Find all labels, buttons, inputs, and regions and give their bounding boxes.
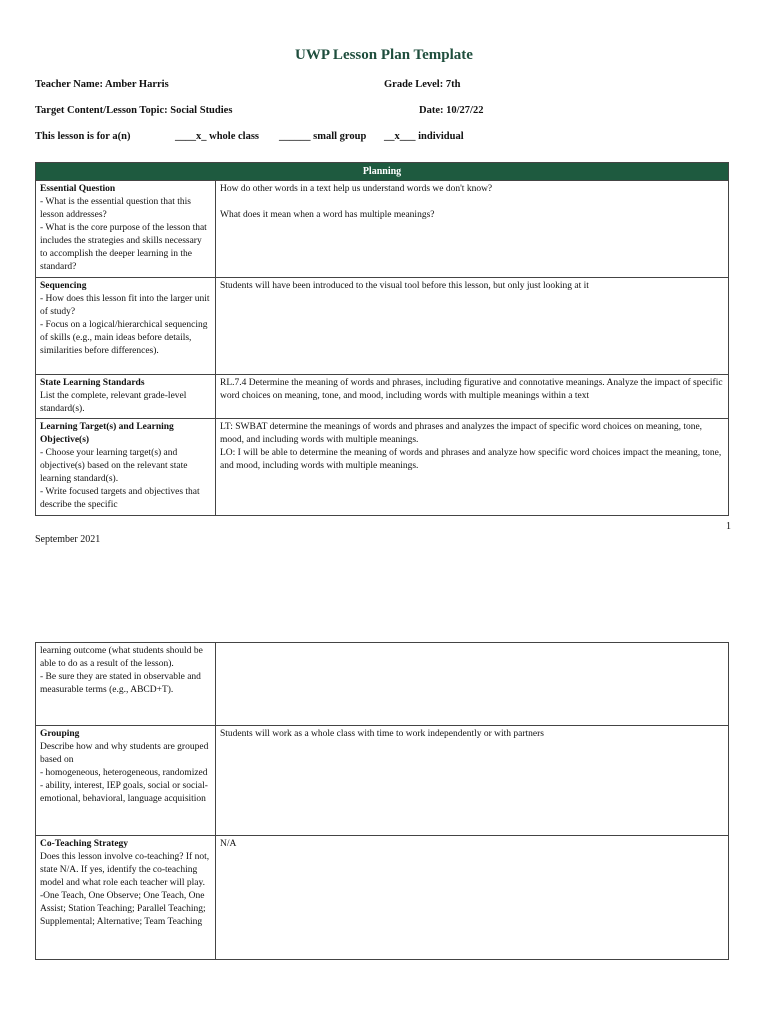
lesson-audience [35,131,131,142]
row-description: Does this lesson involve co-teaching? If not, state N/A. If yes, identify the co-teaching model and what role each teacher will play. -One Teach, One Observe; One Teach, One Assist; Station Teaching; Parallel Teaching; Supplemental; Alternative; Team Teaching [40,852,210,927]
row-response: LT: SWBAT determine the meanings of words and phrases and analyzes the impact of specific word choices on meaning, tone, mood, and including words with multiple meanings. LO: I will be able to determine the meaning of words and phrases and analyze how specific word choices impact the meaning, tone, and mood, including words with multiple meanings. [216,419,729,516]
row-response: How do other words in a text help us understand words we don't know? What does it mean when a word has multiple meanings? [216,181,729,278]
row-description: - What is the essential question that this lesson addresses? - What is the core purpose of the lesson that includes the strategies and skills necessary to accomplish the deeper learning in the standard? [40,197,207,272]
option-whole-class: ____x_ whole class [175,131,259,142]
grade-value: 7th [445,79,461,90]
table-row [36,836,729,960]
row-description: learning outcome (what students should be able to do as a result of the lesson). - Be sure they are stated in observable and measurable terms (e.g., ABCD+T). [40,646,203,695]
grade-label: Grade Level: [384,79,444,90]
row-title: Learning Target(s) and Learning Objective(s) [40,422,174,445]
row-response [216,643,729,726]
row-description: List the complete, relevant grade-level standard(s). [40,391,187,414]
lesson-topic [35,105,232,116]
row-label-cell [36,419,216,516]
row-description: Describe how and why students are grouped based on - homogeneous, heterogeneous, randomized - ability, interest, IEP goals, social or social-emotional, behavioral, language acquisition [40,742,209,804]
planning-table-page1 [35,162,729,516]
lesson-date [419,105,483,116]
row-response: N/A [216,836,729,960]
row-title: Essential Question [40,184,116,194]
table-row [36,181,729,278]
document-title: UWP Lesson Plan Template [295,47,473,63]
row-response: Students will work as a whole class with time to work independently or with partners [216,726,729,836]
row-label-cell [36,375,216,419]
row-title: Grouping [40,729,80,739]
row-label-cell [36,726,216,836]
option-individual: __x___ individual [384,131,464,142]
topic-value: Social Studies [170,105,233,116]
footer-date: September 2021 [35,534,101,545]
row-title: Sequencing [40,281,87,291]
grade-level [384,79,460,90]
option-small-group: ______ small group [279,131,367,142]
row-response: Students will have been introduced to the visual tool before this lesson, but only just looking at it [216,278,729,375]
row-response: RL.7.4 Determine the meaning of words and phrases, including figurative and connotative meanings. Analyze the impact of specific word choices on meaning, tone, and mood, including words with multiple meanings within a text [216,375,729,419]
planning-table-page2 [35,642,729,960]
date-label: Date: [419,105,444,116]
table-row [36,643,729,726]
topic-label: Target Content/Lesson Topic: [35,105,168,116]
row-label-cell [36,278,216,375]
row-label-cell [36,643,216,726]
row-description: - Choose your learning target(s) and objective(s) based on the relevant state learning standard(s). - Write focused targets and objectives that describe the specific [40,448,200,510]
date-value: 10/27/22 [446,105,484,116]
table-row [36,419,729,516]
planning-banner: Planning [36,163,729,181]
row-label-cell [36,836,216,960]
table-row [36,278,729,375]
table-row [36,375,729,419]
table-row [36,726,729,836]
row-title: State Learning Standards [40,378,145,388]
lesson-for-label: This lesson is for a(n) [35,131,131,142]
row-label-cell [36,181,216,278]
row-description: - How does this lesson fit into the larger unit of study? - Focus on a logical/hierarchical sequencing of skills (e.g., main ideas before details, similarities before differences). [40,294,210,356]
row-title: Co-Teaching Strategy [40,839,129,849]
teacher-value: Amber Harris [105,79,169,90]
teacher-label: Teacher Name: [35,79,103,90]
page-number: 1 [726,521,731,532]
teacher-name [35,79,169,90]
